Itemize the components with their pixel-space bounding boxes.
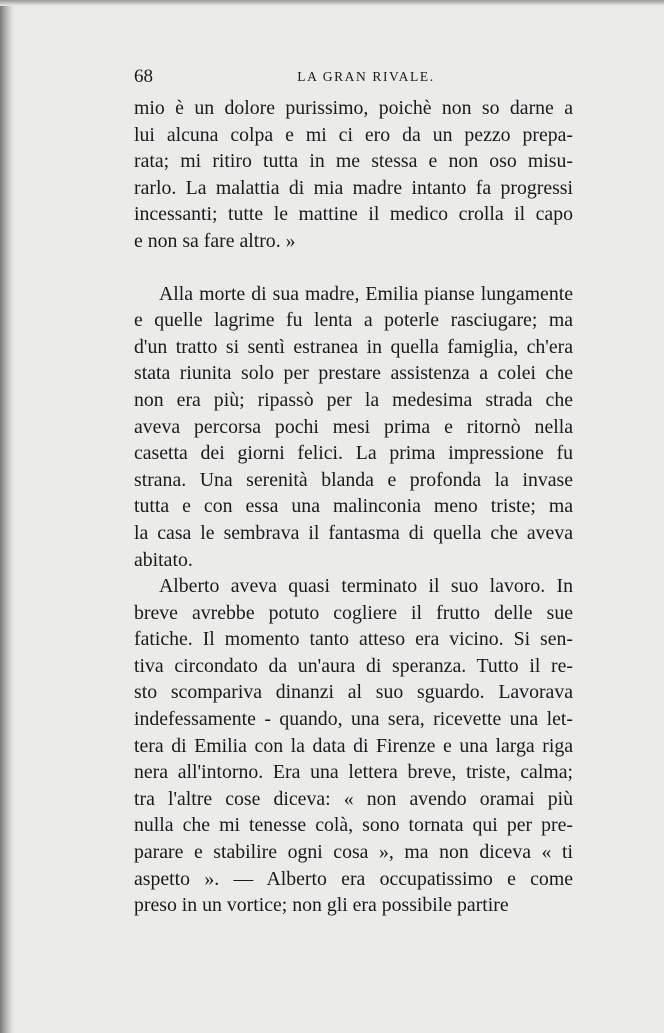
text-line: non era più; ripassò per la medesima strada che [134,388,573,411]
text-line: tutta e con essa una malinconia meno triste; ma [134,495,573,518]
text-line: Alla morte di sua madre, Emilia pianse lungamente [159,282,573,305]
text-line: mio è un dolore purissimo, poichè non so darne a [134,97,573,119]
text-line: nera all'intorno. Era una lettera breve, triste, calma; [134,761,573,784]
text-line: sto scompariva dinanzi al suo sguardo. Lavorava [134,681,573,704]
paragraph [134,281,573,574]
text-line: tiva circondato da un'aura di speranza. Tutto il re- [134,654,573,677]
text-line: indefessamente - quando, una sera, ricevette una let- [134,708,573,731]
page-binding-shadow [0,0,14,1033]
text-line: incessanti; tutte le mattine il medico crolla il capo [134,203,573,226]
page-number: 68 [134,66,153,87]
text-line: parare e stabilire ogni cosa », ma non diceva « ti [134,841,573,864]
text-line: e quelle lagrime fu lenta a poterle rasciugare; ma [134,309,573,332]
text-line: la casa le sembrava il fantasma di quella che aveva [134,521,573,544]
text-line: lui alcuna colpa e mi ci ero da un pezzo prepa- [134,123,573,146]
paragraph [134,95,573,255]
text-line: tra l'altre cose diceva: « non avendo oramai più [134,787,573,810]
text-line: casetta dei giorni felici. La prima impressione fu [134,442,573,465]
page-top-shadow [0,0,664,6]
text-line: e non sa fare altro. » [134,229,296,252]
text-line: aspetto ». — Alberto era occupatissimo e come [134,867,573,890]
text-line: fatiche. Il momento tanto atteso era vicino. Si sen- [134,628,573,651]
text-line: rarlo. La malattia di mia madre intanto fa progressi [134,176,573,199]
text-line: rata; mi ritiro tutta in me stessa e non oso misu- [134,150,573,173]
text-line: nulla che mi tenesse colà, sono tornata qui per pre- [134,814,573,837]
text-line: abitato. [134,548,193,571]
text-line: Alberto aveva quasi terminato il suo lavoro. In [159,575,573,598]
body-text [134,95,573,919]
text-line: strana. Una serenità blanda e profonda la invase [134,468,573,491]
text-line: aveva percorsa pochi mesi prima e ritornò nella [134,415,573,438]
paragraph [134,573,573,919]
page-header [134,64,574,90]
text-line: preso in un vortice; non gli era possibile partire [134,894,509,917]
paragraph-gap [134,255,573,281]
text-line: breve avrebbe potuto cogliere il frutto delle sue [134,601,573,624]
text-line: d'un tratto si sentì estranea in quella famiglia, ch'era [134,335,573,358]
text-line: tera di Emilia con la data di Firenze e una larga riga [134,734,573,757]
running-title: LA GRAN RIVALE. [297,69,435,84]
text-line: stata riunita solo per prestare assistenza a colei che [134,362,573,385]
